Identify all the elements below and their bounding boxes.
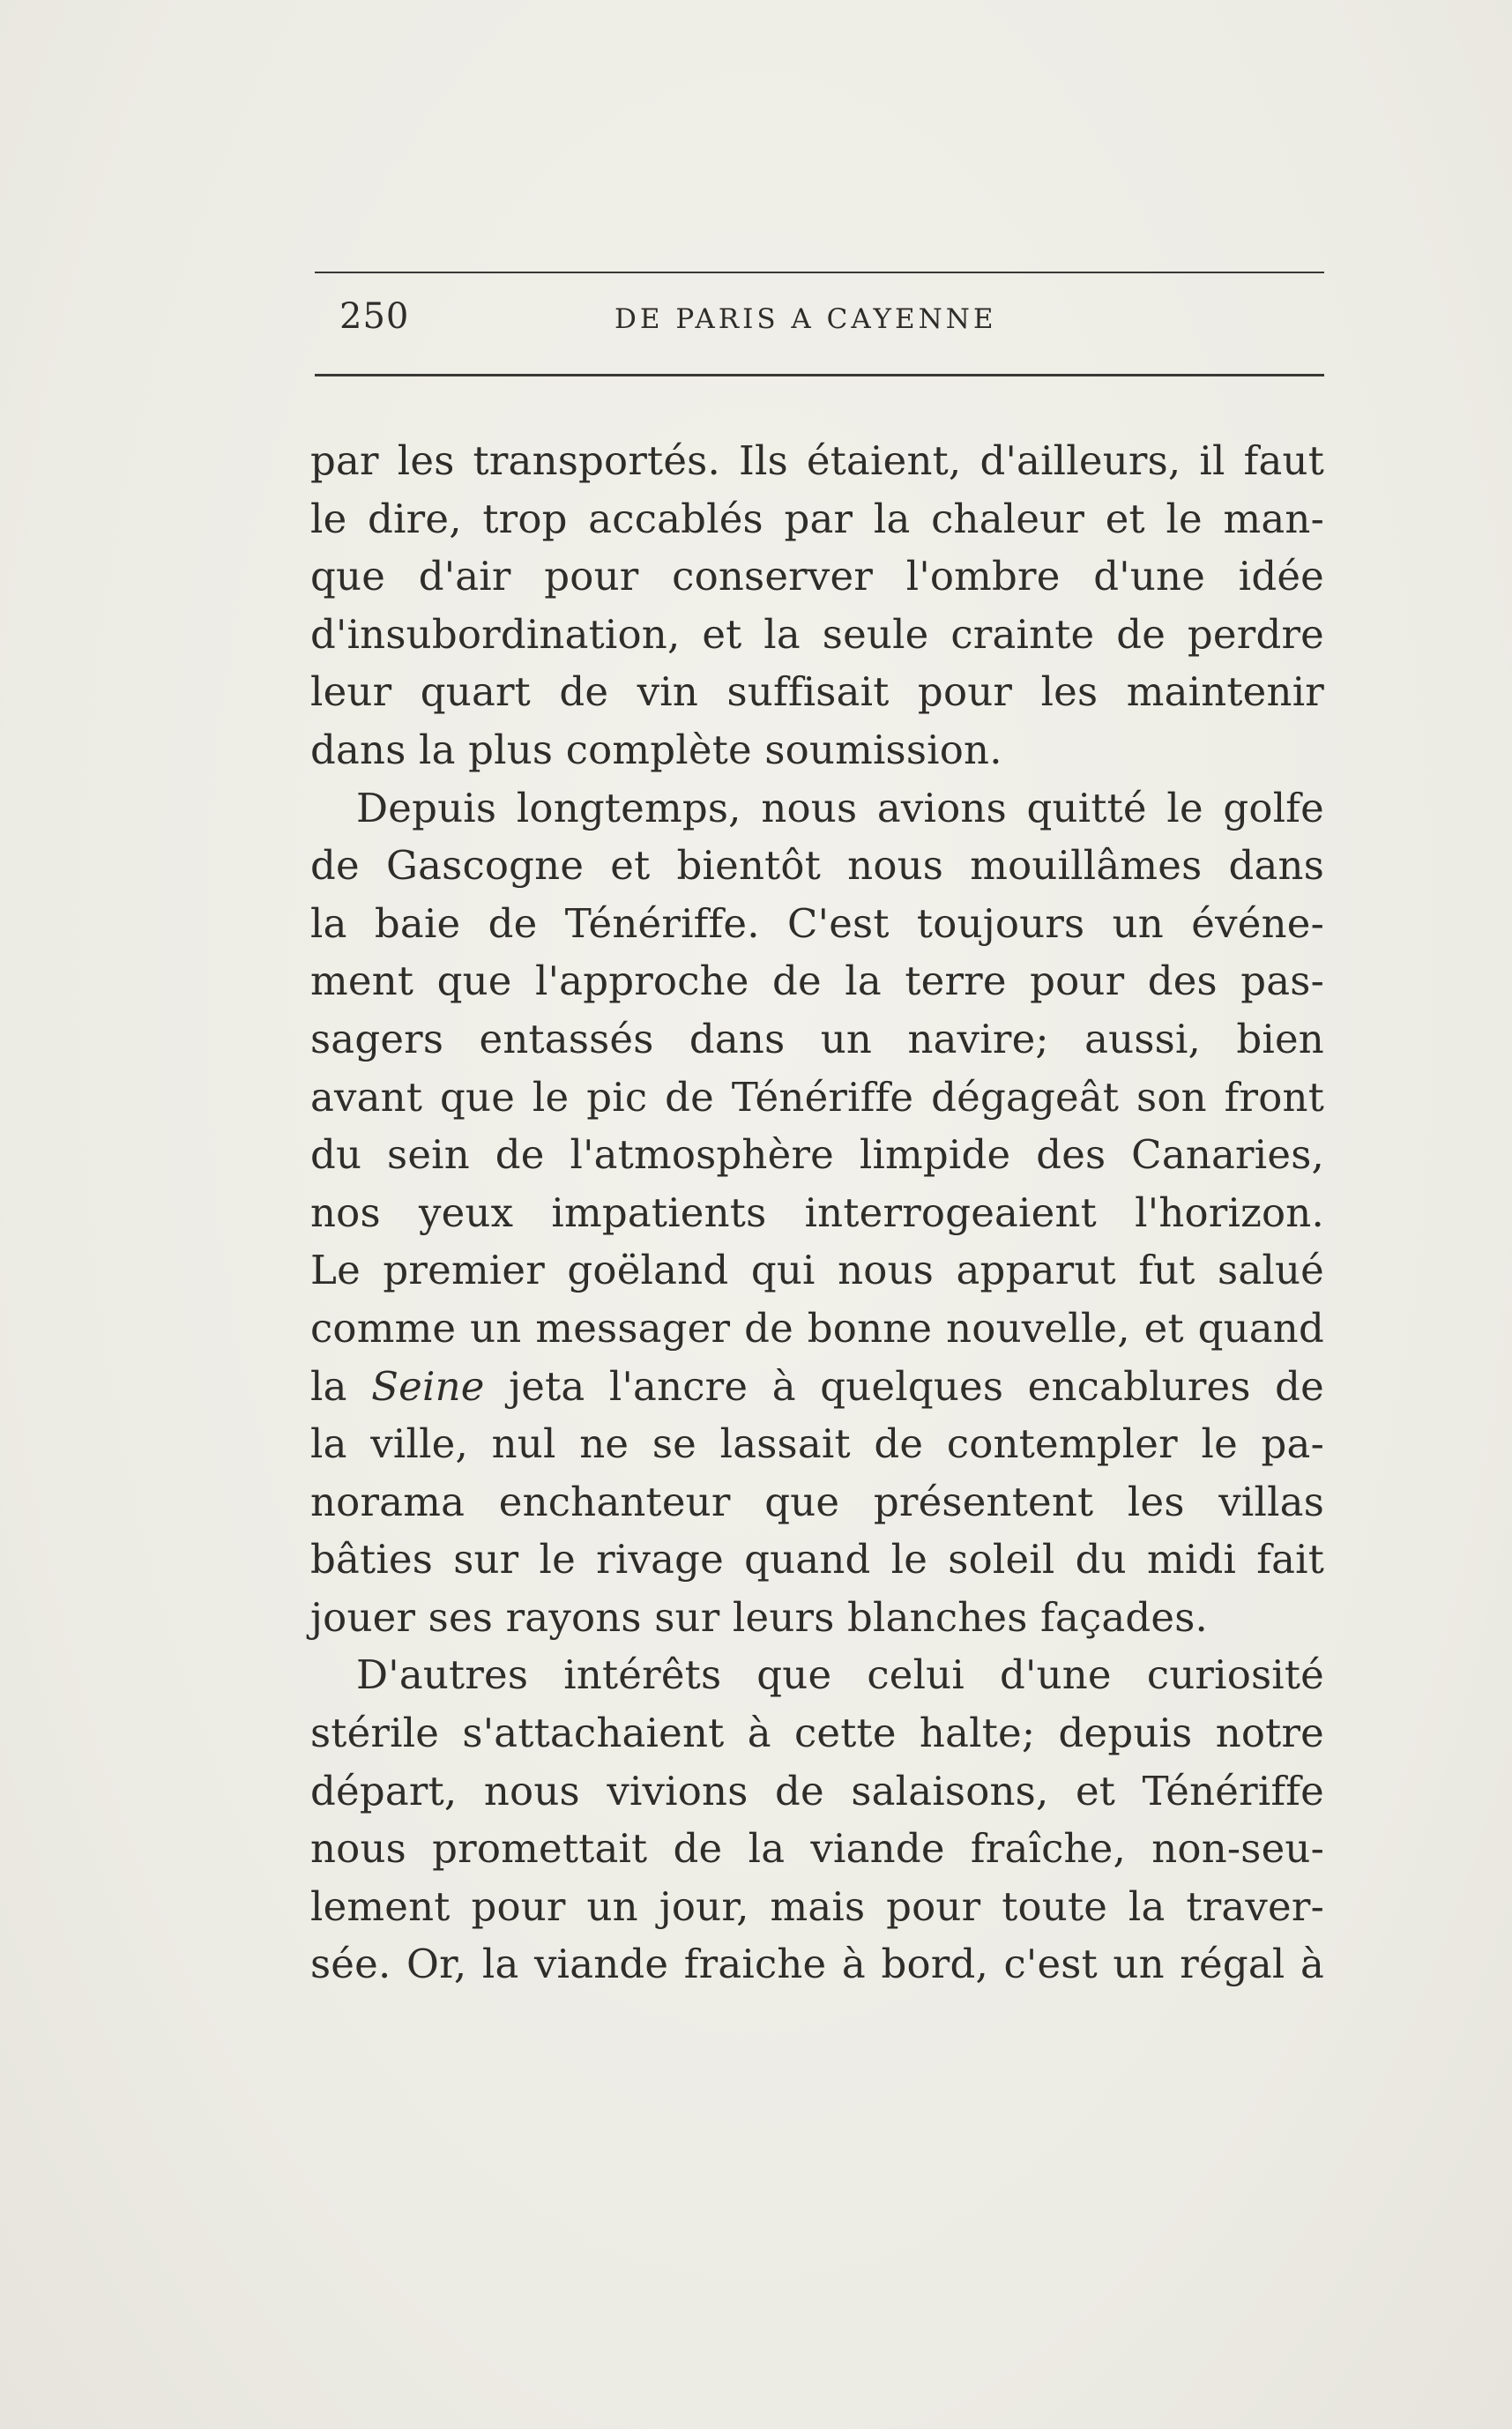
text-line: la ville, nul ne se lassait de contempler le pa-: [310, 1420, 1324, 1468]
text-line: lement pour un jour, mais pour toute la traver-: [310, 1882, 1324, 1930]
text-line: par les transportés. Ils étaient, d'ailleurs, il faut: [310, 437, 1324, 484]
text-line: comme un messager de bonne nouvelle, et quand: [310, 1304, 1324, 1352]
text-line: que d'air pour conserver l'ombre d'une idée: [310, 553, 1324, 600]
ship-name: Seine: [371, 1362, 485, 1410]
text-line: jouer ses rayons sur leurs blanches façades.: [310, 1593, 1209, 1641]
text-line: [310, 1358, 1324, 1416]
header-rule-top: [315, 272, 1324, 273]
text-line: départ, nous vivions de salaisons, et Ténériffe: [310, 1767, 1324, 1814]
text-line: ment que l'approche de la terre pour des pas-: [310, 957, 1324, 1005]
text-line: norama enchanteur que présentent les villas: [310, 1478, 1324, 1525]
text-line: du sein de l'atmosphère limpide des Canaries,: [310, 1131, 1324, 1179]
page-number: 250: [339, 296, 410, 337]
body-text: [310, 432, 1324, 1993]
text-line: le dire, trop accablés par la chaleur et le man-: [310, 495, 1324, 542]
text-line: nous promettait de la viande fraîche, non-seu-: [310, 1825, 1324, 1873]
text-line: bâties sur le rivage quand le soleil du midi fait: [310, 1536, 1324, 1583]
text-line: avant que le pic de Ténériffe dégageât son front: [310, 1073, 1324, 1121]
text-line-prefix: la: [310, 1362, 372, 1410]
text-line-rest: jeta l'ancre à quelques encablures de: [509, 1362, 1325, 1410]
text-line: de Gascogne et bientôt nous mouillâmes dans: [310, 842, 1324, 890]
text-line: dans la plus complète soumission.: [310, 726, 1002, 773]
running-head: [315, 296, 1324, 349]
text-line: Le premier goëland qui nous apparut fut salué: [310, 1247, 1324, 1294]
text-line: sagers entassés dans un navire; aussi, bien: [310, 1015, 1324, 1062]
text-line: d'insubordination, et la seule crainte de perdre: [310, 610, 1324, 658]
text-line: la baie de Ténériffe. C'est toujours un événe-: [310, 899, 1324, 947]
text-line: sée. Or, la viande fraiche à bord, c'est un régal à: [310, 1941, 1324, 1988]
text-line: leur quart de vin suffisait pour les maintenir: [310, 668, 1324, 716]
text-line: Depuis longtemps, nous avions quitté le golfe: [356, 784, 1324, 831]
header-rule-bottom: [315, 374, 1324, 376]
text-line: stérile s'attachaient à cette halte; depuis notre: [310, 1710, 1324, 1757]
text-line: nos yeux impatients interrogeaient l'horizon.: [310, 1188, 1324, 1236]
text-line: D'autres intérêts que celui d'une curiosité: [356, 1651, 1324, 1699]
running-title: DE PARIS A CAYENNE: [614, 303, 997, 335]
